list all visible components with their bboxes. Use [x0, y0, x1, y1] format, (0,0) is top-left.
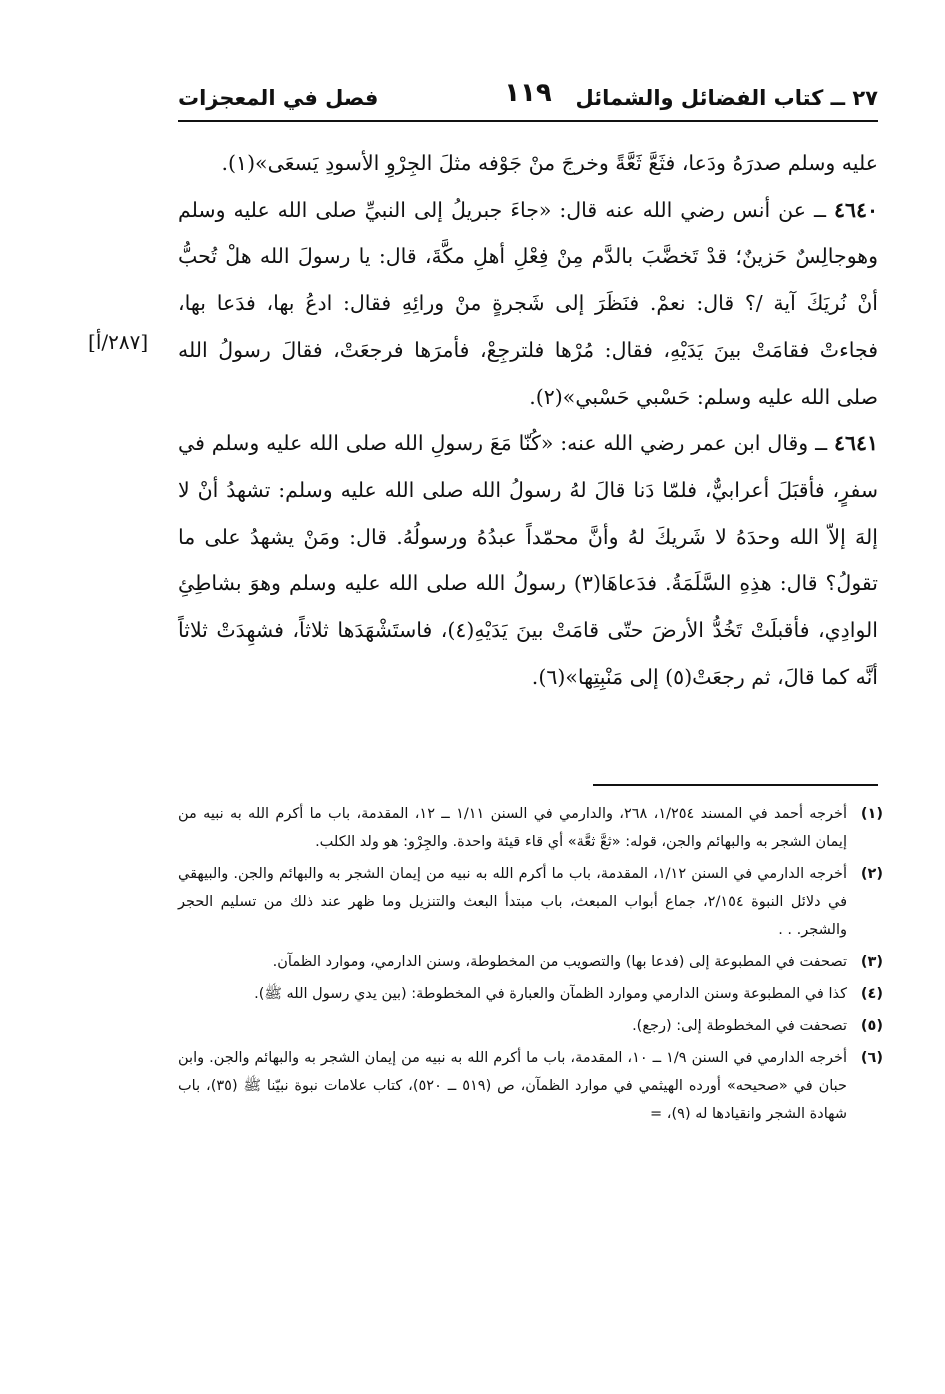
footnote-text: أخرجه أحمد في المسند ١/٢٥٤، ٢٦٨، والدارمي في السنن ١/١١ ــ ١٢، المقدمة، باب ما أكرم الله به نبيه من إيمان الشجر به والبهائم والجن، قوله: «ثعَّ ثعَّة» أي قاء قيئة واحدة. والجِرْو: هو ولد الكلب. — [178, 806, 848, 850]
footnote — [178, 800, 883, 856]
footnote-separator — [593, 784, 878, 786]
footnote-text: تصحفت في المطبوعة إلى (فدعا بها) والتصويب من المخطوطة، وسنن الدارمي، وموارد الظمآن. — [272, 954, 847, 970]
hadith-number: ٤٦٤١ — [833, 431, 878, 456]
footnote — [178, 1044, 883, 1128]
book-title: ٢٧ ــ كتاب الفضائل والشمائل — [575, 86, 878, 110]
footnote — [178, 948, 883, 976]
footnote-text: أخرجه الدارمي في السنن ١/٩ ــ ١٠، المقدمة، باب ما أكرم الله به نبيه من إيمان الشجر به والبهائم والجن. وابن حبان في «صحيحه» أورده الهيثمي في موارد الظمآن، ص (٥١٩ ــ ٥٢٠)، كتاب علامات نبوة نبيّنا ﷺ (٣٥)، باب شهادة الشجر وانقيادها له (٩)، = — [178, 1050, 848, 1122]
footnote-number: (٣) — [860, 954, 883, 970]
hadith-number: ٤٦٤٠ — [833, 197, 878, 222]
footnote-number: (٤) — [860, 986, 883, 1002]
footnote — [178, 1012, 883, 1040]
footnote-text: أخرجه الدارمي في السنن ١/١٢، المقدمة، باب ما أكرم الله به نبيه من إيمان الشجر به والبهائم والجن. والبيهقي في دلائل النبوة ٢/١٥٤، جماع أبواب المبعث، باب مبتدأ البعث والتنزيل وما ظهر عند ذلك من تسليم الحجر والشجر. . . — [178, 866, 847, 938]
paragraph — [178, 420, 878, 700]
footnote — [178, 860, 883, 944]
footnotes — [178, 800, 883, 1132]
footnote — [178, 980, 883, 1008]
page-number: ١١٩ — [504, 78, 552, 108]
footnote-number: (٦) — [860, 1050, 883, 1066]
footnote-number: (٥) — [860, 1018, 883, 1034]
paragraph — [178, 140, 878, 187]
footnote-text: تصحفت في المخطوطة إلى: (رجع). — [632, 1018, 847, 1034]
manuscript-folio-ref: [٢٨٧/أ] — [88, 330, 149, 354]
footnote-number: (١) — [860, 806, 883, 822]
main-text — [178, 140, 878, 700]
footnote-number: (٢) — [860, 866, 883, 882]
paragraph-text: ــ وقال ابن عمر رضي الله عنه: «كُنّا مَعَ رسولِ الله صلى الله عليه وسلم في سفرٍ، فأقبَلَ أعرابيٌّ، فلمّا دَنا قالَ لهُ رسولُ الله صلى الله عليه وسلم: تشهدُ أنْ لا إلهَ إلاّ الله وحدَهُ لا شَريكَ لهُ وأنَّ محمّداً عبدُهُ ورسولُهُ. قال: ومَنْ يشهدُ على ما تقولُ؟ قال: هذِهِ السَّلَمَةُ. فدَعاهَا(٣) رسولُ الله صلى الله عليه وسلم وهوَ بشاطِئِ الوادِي، فأقبلَتْ تَخُدُّ الأرضَ حتّى قامَتْ بينَ يَدَيْهِ(٤)، فاستَشْهَدَها ثلاثاً، فشهِدَتْ ثلاثاً أنَّه كما قالَ، ثم رجعَتْ(٥) إلى مَنْبِتِها»(٦). — [178, 431, 878, 689]
footnote-text: كذا في المطبوعة وسنن الدارمي وموارد الظمآن والعبارة في المخطوطة: (بين يدي رسول الله ﷺ). — [254, 986, 847, 1002]
page-header — [178, 78, 878, 122]
paragraph-text: عليه وسلم صدرَهُ ودَعا، فثَعَّ ثَعَّةً وخرجَ منْ جَوْفه مثلَ الجِرْوِ الأسودِ يَسعَى»(١). — [221, 151, 878, 175]
chapter-title: فصل في المعجزات — [178, 86, 379, 110]
paragraph-text: ــ عن أنس رضي الله عنه قال: «جاءَ جبريلُ إلى النبيِّ صلى الله عليه وسلم وهوجالِسٌ حَزينٌ؛ قدْ تَخضَّبَ بالدَّم مِنْ فِعْلِ أهلِ مكَّةَ، قال: يا رسولَ الله هلْ تُحبُّ أنْ نُريَكَ آية /؟ قال: نعمْ. فنَظَرَ إلى شَجرةٍ منْ ورائِهِ فقال: ادعُ بها، فدَعا بها، فجاءتْ فقامَتْ بينَ يَدَيْهِ، فقال: مُرْها فلترجِعْ، فأمرَها فرجعَتْ، فقالَ رسولُ الله صلى الله عليه وسلم: حَسْبي حَسْبي»(٢). — [178, 197, 878, 409]
paragraph — [178, 187, 878, 421]
